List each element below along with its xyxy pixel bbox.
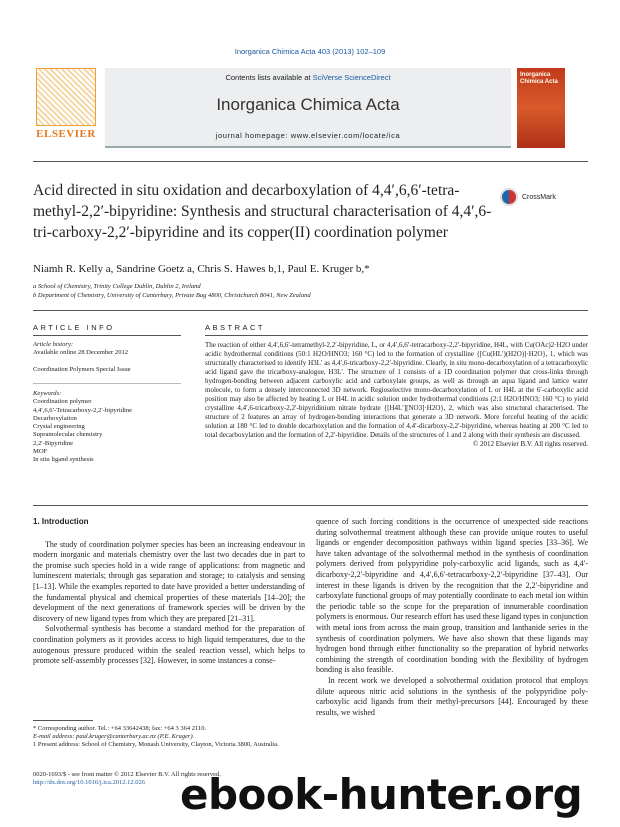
affiliation-a: a School of Chemistry, Trinity College Dublin, Dublin 2, Ireland (33, 283, 201, 290)
affiliation-divider (33, 310, 588, 311)
footnote-email[interactable]: E-mail address: paul.kruger@canterbury.ac.nz (P.E. Kruger). (33, 733, 195, 740)
keyword: In situ ligand synthesis (33, 456, 94, 464)
right-column (316, 517, 588, 718)
keyword: Crystal engineering (33, 423, 85, 431)
cover-title: Inorganica Chimica Acta (520, 72, 558, 85)
keyword: Supramolecular chemistry (33, 431, 103, 439)
abstract-end-divider (33, 505, 588, 506)
author-list: Niamh R. Kelly a, Sandrine Goetz a, Chris S. Hawes b,1, Paul E. Kruger b,* (33, 263, 370, 275)
article-info-heading: ARTICLE INFO (33, 323, 115, 332)
keyword: Coordination polymer (33, 398, 92, 406)
crossmark-badge[interactable]: CrossMark (500, 187, 580, 207)
section-heading-introduction: 1. Introduction (33, 517, 89, 526)
keywords-block: Keywords: Coordination polymer 4,4′,6,6′-Tetracarboxy-2,2′-bipyridine Decarboxylation Crystal engineering Supramolecular chemistry 2,2′-Bipyridine MOF In situ ligand synthesis (33, 390, 181, 465)
journal-homepage[interactable]: journal homepage: www.elsevier.com/locate/ica (215, 131, 401, 140)
abstract-body (205, 341, 588, 449)
header-divider (33, 161, 588, 162)
keyword: 4,4′,6,6′-Tetracarboxy-2,2′-bipyridine (33, 406, 133, 414)
elsevier-logo (33, 68, 99, 148)
publisher-name: ELSEVIER (36, 128, 96, 140)
intro-paragraph: quence of such forcing conditions is the occurrence of unexpected side reactions during solvothermal treatment although these can provide unique routes to useful ligands or engender decomposition pathways within ligand species [33–36]. We have taken advantage of the solvothermal method in the synthesis of coordination polymers derived from polypyridine poly-carboxylic acid ligands, such as 4,4′-dicarboxy-2,2′-bipyridine and 4,4′,6,6′-tetracarboxy-2,2′-bipyridine [37–43]. Our interest in these ligands is driven by the recognition that the 2,2′-bipyridine and carboxylate functional groups of may potentially coordinate to each metal ion within the periodic table so the scope for the preparation of innumerable coordination polymers is enormous. Our research effort has used these ligand types in conjunction with metal ions from across the main group, transition and lanthanide series in the synthesis of coordination polymers. We have also shown that these ligands may hydrogen bond through either functionality so the preparation of hybrid networks combining the strength of coordination bonding with the flexibility of hydrogen bonding is also feasible. (316, 517, 589, 675)
journal-banner (105, 68, 511, 148)
journal-name: Inorganica Chimica Acta (216, 95, 400, 114)
history-date: Available online 28 December 2012 (33, 349, 129, 357)
abstract-heading: ABSTRACT (205, 323, 266, 332)
special-issue: Coordination Polymers Special Issue (33, 365, 131, 373)
contents-line: Contents lists available at SciVerse ScienceDirect (225, 73, 391, 82)
footnote-present-address: 1 Present address: School of Chemistry, Monash University, Clayton, Victoria 3800, Australia. (33, 741, 279, 748)
watermark: ebook-hunter.org (180, 770, 583, 819)
abstract-divider (205, 335, 588, 336)
issn-line: 0020-1693/$ - see front matter © 2012 Elsevier B.V. All rights reserved. (33, 771, 221, 778)
article-history: Article history: Available online 28 December 2012 Coordination Polymers Special Issue (33, 341, 181, 374)
keyword: Decarboxylation (33, 414, 77, 422)
affiliation-b: b Department of Chemistry, University of Canterbury, Private Bag 4800, Christchurch 8041, New Zealand (33, 292, 311, 299)
footnote-corresponding: * Corresponding author. Tel.: +64 33642438; fax: +64 3 364 2110. (33, 725, 207, 732)
copyright-notice: © 2012 Elsevier B.V. All rights reserved. (472, 440, 588, 448)
doi-link[interactable]: http://dx.doi.org/10.1016/j.ica.2012.12.026 (33, 779, 146, 786)
journal-cover-image (517, 68, 565, 148)
journal-header (33, 68, 588, 152)
keywords-divider (33, 383, 181, 384)
keyword: MOF (33, 448, 48, 456)
sciencedirect-link[interactable]: SciVerse ScienceDirect (312, 73, 391, 82)
crossmark-icon (500, 188, 518, 206)
article-title: Acid directed in situ oxidation and decarboxylation of 4,4′,6,6′-tetra-methyl-2,2′-bipyridine: Synthesis and structural characterisation of 4,4′,6-tri-carboxy-2,2′-bipyridine and its copper(II) coordination polymer (33, 182, 492, 241)
footnote-divider (33, 720, 93, 721)
intro-paragraph: Solvothermal synthesis has become a standard method for the preparation of coordination polymers as it provides access to high liquid temperatures, due to the autogenous pressure produced within the sealed reaction vessel, which helps to promote self-assembly processes [32]. However, in some instances a conse- (33, 624, 305, 666)
elsevier-tree-icon (36, 68, 96, 126)
abstract-text: The reaction of either 4,4′,6,6′-tetramethyl-2,2′-bipyridine, L, or 4,4′,6,6′-tetracarboxy-2,2′-bipyridine, H4L, with Cu(OAc)2·H2O under acidic hydrothermal conditions (50:1 H2O/HNO3; 160 °C) led to the formation of crystalline {[Cu(HL′)(H2O)]·H2O}, 1, which was structurally characterised to identify H3L′ as 4,4′,6-tricarboxy-2,2′-bipyridine. Clearly, in situ mono-decarboxylation of a tetracarboxylic acid ligand gave the tricarboxy-analogue, H3L′. The structure of 1 consists of a 1D coordination polymer that cross-links through hydrogen-bonding between adjacent carboxylic acid and carboxylate groups, as well as through an aqua ligand and lattice water molecule, to form a densely interconnected 3D network. Regioselective mono-decarboxylation of L or H4L at the 6′-carboxylic acid position may also be affected by heating L or H4L in acidic solution under hydrothermal conditions (2:1 H2O/HNO3; 160 °C) to yield crystalline 4,4′,6-tricarboxy-2,2′-bipyridinium nitrate hydrate {[H4L′][NO3]·H2O}, 2, which was also structural characterised. The structure of 2 features an array of hydrogen-bonding interactions that generate a 3D network. More forceful heating of the acidic solution at 180 °C led to double decarboxylation and the formation of 4,4′-dicarboxy-2,2′-bipyridine, whereas heating at 200 °C led to total decarboxylation and the formation of 2,2′-bipyridine. Details of the structures of 1 and 2 along with their synthesis are discussed. (205, 341, 588, 439)
info-divider (33, 335, 181, 336)
footnotes (33, 720, 305, 749)
intro-paragraph: In recent work we developed a solvothermal oxidation protocol that employs dilute aqueous nitric acid solutions in the synthesis of the polypyridine poly-carboxylic acid ligands from their methyl-precursors [44]. Encouraged by these results, we wished (316, 675, 588, 717)
intro-paragraph: The study of coordination polymer species has been an increasing endeavour in modern inorganic and materials chemistry over the last two decades due in part to the promise such species hold in a wide range of applications: from magnetic and luminescent materials; through gas separation and storage; to catalysis and sensing [1–13]. While the examples reported to date have provided a better understanding of the fundamental physical and chemical properties of these materials [14–20]; the development of the next generations of framework species will be driven by the discovery of new ligand types from which they are prepared [21–31]. (33, 539, 305, 623)
left-column (33, 517, 305, 667)
keyword: 2,2′-Bipyridine (33, 439, 74, 447)
journal-reference[interactable]: Inorganica Chimica Acta 403 (2013) 102–109 (234, 47, 386, 56)
